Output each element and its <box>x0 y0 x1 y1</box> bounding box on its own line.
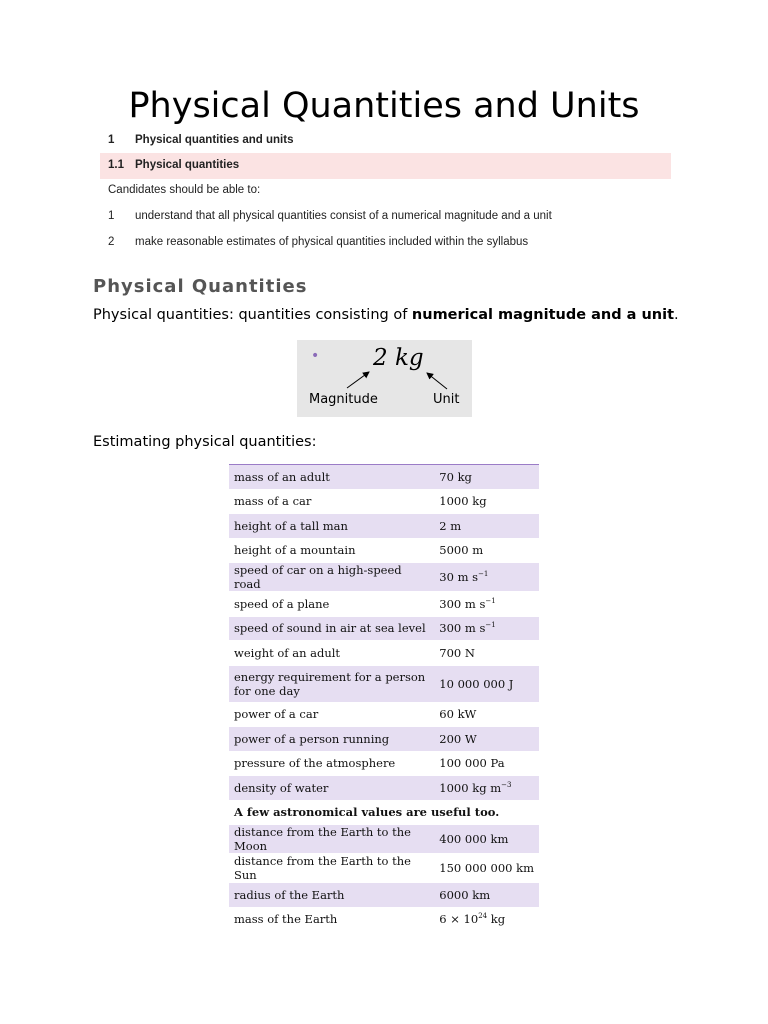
syllabus-sub-title: Physical quantities <box>135 159 240 171</box>
estimating-label: Estimating physical quantities: <box>93 434 317 450</box>
quantity-cell: distance from the Earth to the Moon <box>229 825 434 854</box>
estimate-cell <box>434 727 539 752</box>
estimate-cell <box>434 665 539 702</box>
syllabus-sub-number: 1.1 <box>108 159 124 171</box>
estimate-cell <box>434 751 539 776</box>
definition-bold: numerical magnitude and a unit <box>411 307 675 323</box>
objective-text: understand that all physical quantities consist of a numerical magnitude and a unit <box>135 210 552 222</box>
table-row <box>229 883 539 908</box>
estimate-cell <box>434 616 539 641</box>
estimate-exponent: −1 <box>485 596 496 605</box>
quantity-cell: speed of a plane <box>229 592 434 617</box>
estimate-cell <box>434 702 539 727</box>
quantity-cell: pressure of the atmosphere <box>229 751 434 776</box>
objective-number: 1 <box>108 210 115 222</box>
estimate-value: 30 m s <box>439 570 479 584</box>
estimate-cell <box>434 538 539 563</box>
estimate-value: 700 N <box>439 645 475 660</box>
estimate-cell <box>434 641 539 666</box>
definition-prefix: Physical quantities: quantities consisting of <box>93 307 412 323</box>
table-row <box>229 514 539 539</box>
quantity-cell: height of a tall man <box>229 514 434 539</box>
table-row <box>229 538 539 563</box>
estimate-value: 70 kg <box>439 469 472 484</box>
magnitude-label: Magnitude <box>309 392 378 407</box>
magnitude-unit-diagram <box>297 340 472 417</box>
table-row <box>229 751 539 776</box>
table-subheading: A few astronomical values are useful too. <box>229 800 539 825</box>
quantity-cell: energy requirement for a person for one day <box>229 665 434 702</box>
estimate-value: 1000 kg m <box>439 780 502 795</box>
estimate-value: 1000 kg <box>439 494 487 509</box>
estimate-exponent: −1 <box>478 570 489 578</box>
estimate-value: 10 000 000 J <box>439 676 514 691</box>
estimate-cell <box>434 465 539 490</box>
estimate-value: 300 m s <box>439 596 486 611</box>
estimate-value: 400 000 km <box>439 832 509 846</box>
table-row <box>229 776 539 801</box>
table-row <box>229 616 539 641</box>
estimate-exponent: −1 <box>485 621 496 630</box>
quantity-cell: weight of an adult <box>229 641 434 666</box>
table-row <box>229 641 539 666</box>
quantity-cell: mass of a car <box>229 489 434 514</box>
table-row <box>229 727 539 752</box>
definition-suffix: . <box>674 307 679 323</box>
quantity-cell: speed of car on a high-speed road <box>229 563 434 592</box>
unit-arrow <box>427 373 447 389</box>
syllabus-excerpt <box>100 130 671 255</box>
estimate-cell <box>434 883 539 908</box>
quantity-cell: power of a person running <box>229 727 434 752</box>
estimate-value: 100 000 Pa <box>439 756 505 771</box>
table-row <box>229 665 539 702</box>
quantity-cell: power of a car <box>229 702 434 727</box>
quantity-cell: mass of an adult <box>229 465 434 490</box>
syllabus-subsection-band <box>100 153 671 179</box>
syllabus-section-title: Physical quantities and units <box>135 134 294 146</box>
estimate-cell <box>434 563 539 592</box>
objective-number: 2 <box>108 236 115 248</box>
estimate-cell <box>434 776 539 801</box>
estimate-exponent: −3 <box>501 780 512 789</box>
table-row <box>229 465 539 490</box>
table-row <box>229 563 539 592</box>
estimate-cell <box>434 514 539 539</box>
page-title: Physical Quantities and Units <box>128 86 640 126</box>
estimate-value: 150 000 000 km <box>439 861 534 875</box>
diagram-svg <box>297 340 472 417</box>
estimate-cell <box>434 592 539 617</box>
estimate-value: 2 m <box>439 518 462 533</box>
section-heading: Physical Quantities <box>93 276 308 297</box>
table-row <box>229 825 539 854</box>
estimate-cell <box>434 854 539 883</box>
magnitude-arrow <box>347 372 369 388</box>
quantity-expression: 2 kg <box>373 345 424 371</box>
table-row <box>229 702 539 727</box>
quantity-cell: speed of sound in air at sea level <box>229 616 434 641</box>
estimate-unit: kg <box>487 912 506 927</box>
quantity-cell: distance from the Earth to the Sun <box>229 854 434 883</box>
table-row <box>229 907 539 932</box>
estimate-cell <box>434 489 539 514</box>
estimate-value: 5000 m <box>439 543 484 558</box>
estimate-cell <box>434 907 539 932</box>
table-row <box>229 854 539 883</box>
objective-text: make reasonable estimates of physical quantities included within the syllabus <box>135 236 529 248</box>
estimate-value: 300 m s <box>439 621 486 636</box>
definition-paragraph <box>93 307 679 323</box>
quantity-cell: density of water <box>229 776 434 801</box>
estimate-cell <box>434 825 539 854</box>
estimate-value: 6 × 10 <box>439 912 479 927</box>
estimate-value: 6000 km <box>439 887 491 902</box>
quantity-cell: radius of the Earth <box>229 883 434 908</box>
bullet-icon: • <box>311 348 320 364</box>
estimate-exponent: 24 <box>478 912 488 921</box>
table-subheading-row <box>229 800 539 825</box>
syllabus-section-number: 1 <box>108 134 115 146</box>
estimate-value: 200 W <box>439 731 477 746</box>
table-row <box>229 592 539 617</box>
quantity-cell: mass of the Earth <box>229 907 434 932</box>
syllabus-intro: Candidates should be able to: <box>108 184 261 196</box>
estimate-value: 60 kW <box>439 707 477 722</box>
unit-label: Unit <box>433 392 460 407</box>
estimates-table <box>229 464 539 932</box>
quantity-cell: height of a mountain <box>229 538 434 563</box>
table-row <box>229 489 539 514</box>
